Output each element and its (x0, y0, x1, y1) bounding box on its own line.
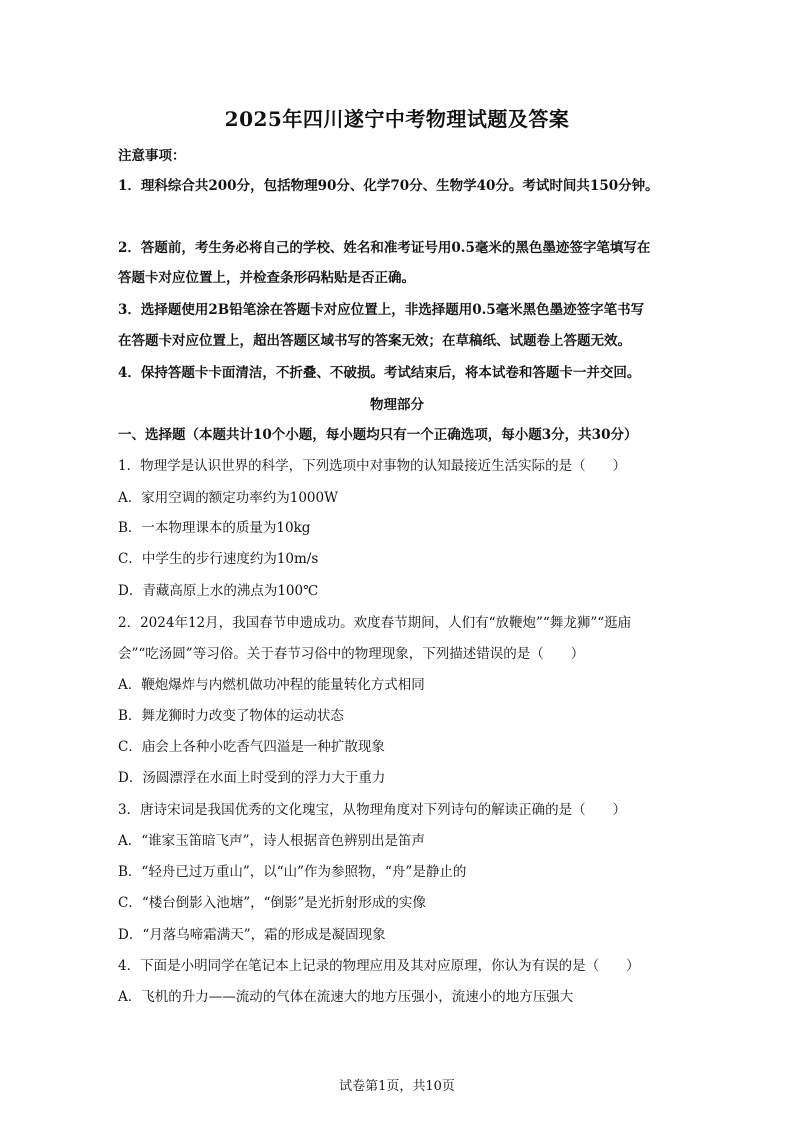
notice-item-3-line-1: 3．选择题使用2B铅笔涂在答题卡对应位置上，非选择题用0.5毫米黑色墨迹签字笔书写 (118, 302, 645, 318)
question-3-stem: 3．唐诗宋词是我国优秀的文化瑰宝，从物理角度对下列诗句的解读正确的是（ ） (118, 802, 627, 818)
question-1-option-d: D．青藏高原上水的沸点为100℃ (118, 583, 319, 599)
question-4-stem: 4．下面是小明同学在笔记本上记录的物理应用及其对应原理，你认为有误的是（ ） (118, 958, 640, 974)
question-2-stem-line-1: 2．2024年12月，我国春节申遗成功。欢度春节期间，人们有“放鞭炮”“舞龙狮”“逛庙 (118, 615, 632, 631)
section-heading: 一、选择题（本题共计10个小题，每小题均只有一个正确选项，每小题3分，共30分） (118, 427, 638, 443)
question-3-option-c: C．“楼台倒影入池塘”，“倒影”是光折射形成的实像 (118, 895, 426, 911)
section-title: 物理部分 (370, 397, 424, 413)
notice-item-3-line-2: 在答题卡对应位置上，超出答题区域书写的答案无效；在草稿纸、试题卷上答题无效。 (118, 333, 631, 349)
question-1-stem: 1．物理学是认识世界的科学，下列选项中对事物的认知最接近生活实际的是（ ） (118, 458, 627, 474)
page-title: 2025年四川遂宁中考物理试题及答案 (224, 107, 570, 131)
question-2-option-a: A．鞭炮爆炸与内燃机做功冲程的能量转化方式相同 (118, 677, 425, 693)
notice-item-1: 1．理科综合共200分，包括物理90分、化学70分、生物学40分。考试时间共150分钟。 (118, 178, 659, 194)
question-1-option-b: B．一本物理课本的质量为10kg (118, 520, 311, 536)
notice-heading: 注意事项： (118, 148, 186, 164)
question-3-option-d: D．“月落乌啼霜满天”，霜的形成是凝固现象 (118, 927, 386, 943)
question-2-stem-line-2: 会”“吃汤圆”等习俗。关于春节习俗中的物理现象，下列描述错误的是（ ） (118, 646, 585, 662)
question-3-option-a: A．“谁家玉笛暗飞声”，诗人根据音色辨别出是笛声 (118, 833, 426, 849)
notice-item-2-line-2: 答题卡对应位置上，并检查条形码粘贴是否正确。 (118, 270, 415, 286)
question-2-option-c: C．庙会上各种小吃香气四溢是一种扩散现象 (118, 739, 385, 755)
question-1-option-c: C．中学生的步行速度约为10m/s (118, 551, 319, 567)
page-footer: 试卷第1页，共10页 (339, 1079, 455, 1094)
question-2-option-d: D．汤圆漂浮在水面上时受到的浮力大于重力 (118, 770, 386, 786)
question-3-option-b: B．“轻舟已过万重山”，以“山”作为参照物，“舟”是静止的 (118, 864, 467, 880)
notice-item-2-line-1: 2．答题前，考生务必将自己的学校、姓名和准考证号用0.5毫米的黑色墨迹签字笔填写在 (118, 240, 651, 256)
question-1-option-a: A．家用空调的额定功率约为1000W (118, 490, 338, 506)
question-4-option-a: A．飞机的升力——流动的气体在流速大的地方压强小，流速小的地方压强大 (118, 989, 574, 1005)
notice-item-4: 4．保持答题卡卡面清洁，不折叠、不破损。考试结束后，将本试卷和答题卡一并交回。 (118, 365, 641, 381)
question-2-option-b: B．舞龙狮时力改变了物体的运动状态 (118, 708, 344, 724)
